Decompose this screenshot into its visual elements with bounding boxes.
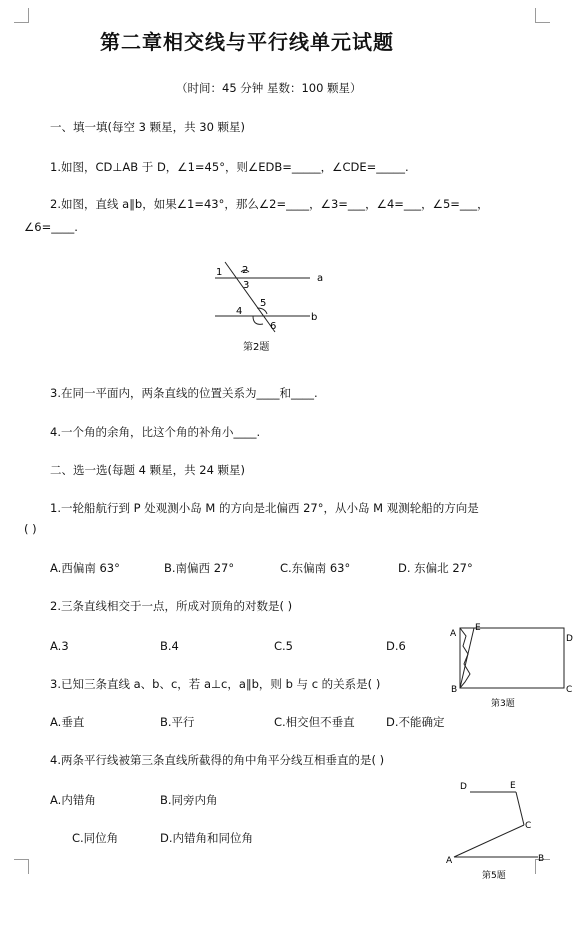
fig2-label-5: 5	[260, 298, 267, 309]
choice-1-option-d: D. 东偏北 27°	[398, 561, 473, 575]
section-choice-heading: 二、选一选(每题 4 颗星，共 24 颗星)	[50, 463, 246, 477]
choice-1-option-c: C.东偏南 63°	[280, 561, 351, 575]
figure-q3-rectangle	[446, 620, 576, 712]
fig3-label-d: D	[566, 634, 573, 644]
choice-3-option-c: C.相交但不垂直	[274, 715, 355, 729]
fig3-label-e: E	[475, 623, 481, 633]
fig5-label-b: B	[538, 854, 545, 864]
choice-2-option-c: C.5	[274, 639, 294, 653]
choice-2-option-d: D.6	[386, 639, 406, 653]
figure-q2-parallel-lines	[205, 258, 335, 358]
fig2-label-b: b	[311, 312, 318, 323]
fig2-label-4: 4	[236, 306, 243, 317]
figure-q5-angle	[444, 775, 556, 885]
question-fill-3: 3.在同一平面内，两条直线的位置关系为____和____.	[50, 386, 318, 400]
question-choice-1-line1: 1.一轮船航行到 P 处观测小岛 M 的方向是北偏西 27°，从小岛 M 观测轮船的方向是	[50, 501, 479, 515]
question-choice-2: 2.三条直线相交于一点，所成对顶角的对数是( )	[50, 599, 293, 613]
question-fill-2-line2: ∠6=____.	[24, 220, 78, 234]
exam-meta: （时间：45 分钟 星数：100 颗星）	[176, 81, 362, 95]
fig5-label-a: A	[446, 856, 453, 866]
choice-4-option-a: A.内错角	[50, 793, 96, 807]
question-choice-1-line2: ( )	[24, 522, 37, 536]
fig2-label-a: a	[317, 273, 324, 284]
fig5-label-e: E	[510, 781, 516, 791]
section-fill-in-heading: 一、填一填(每空 3 颗星，共 30 颗星)	[50, 120, 246, 134]
fig3-label-c: C	[566, 685, 573, 695]
corner-mark-top-left	[14, 8, 29, 23]
question-fill-4: 4.一个角的余角，比这个角的补角小____.	[50, 425, 261, 439]
fig3-caption: 第3题	[491, 699, 515, 709]
question-fill-2-line1: 2.如图，直线 a∥b，如果∠1=43°，那么∠2=____，∠3=___，∠4=___，∠5=___，	[50, 197, 489, 211]
choice-2-option-b: B.4	[160, 639, 179, 653]
choice-3-option-d: D.不能确定	[386, 715, 445, 729]
question-choice-3: 3.已知三条直线 a、b、c，若 a⊥c，a∥b，则 b 与 c 的关系是( )	[50, 677, 381, 691]
fig2-label-6: 6	[270, 321, 277, 332]
fig3-label-a: A	[450, 629, 457, 639]
corner-mark-top-right	[535, 8, 550, 23]
choice-4-option-d: D.内错角和同位角	[160, 831, 254, 845]
choice-4-option-b: B.同旁内角	[160, 793, 218, 807]
fig5-caption: 第5题	[482, 871, 506, 881]
fig2-label-3: 3	[243, 280, 250, 291]
question-fill-1: 1.如图，CD⊥AB 于 D，∠1=45°，则∠EDB=_____，∠CDE=_____.	[50, 160, 409, 174]
fig2-label-2: 2	[242, 265, 249, 276]
choice-1-option-b: B.南偏西 27°	[164, 561, 235, 575]
question-choice-4: 4.两条平行线被第三条直线所截得的角中角平分线互相垂直的是( )	[50, 753, 385, 767]
choice-3-option-b: B.平行	[160, 715, 195, 729]
corner-mark-bottom-left	[14, 859, 29, 874]
choice-1-option-a: A.西偏南 63°	[50, 561, 120, 575]
choice-3-option-a: A.垂直	[50, 715, 85, 729]
choice-2-option-a: A.3	[50, 639, 69, 653]
fig2-label-1: 1	[216, 267, 223, 278]
fig5-label-c: C	[525, 821, 532, 831]
fig3-label-b: B	[451, 685, 458, 695]
fig5-label-d: D	[460, 782, 467, 792]
fig2-caption: 第2题	[243, 342, 270, 353]
choice-4-option-c: C.同位角	[72, 831, 119, 845]
page-title: 第二章相交线与平行线单元试题	[100, 30, 394, 54]
